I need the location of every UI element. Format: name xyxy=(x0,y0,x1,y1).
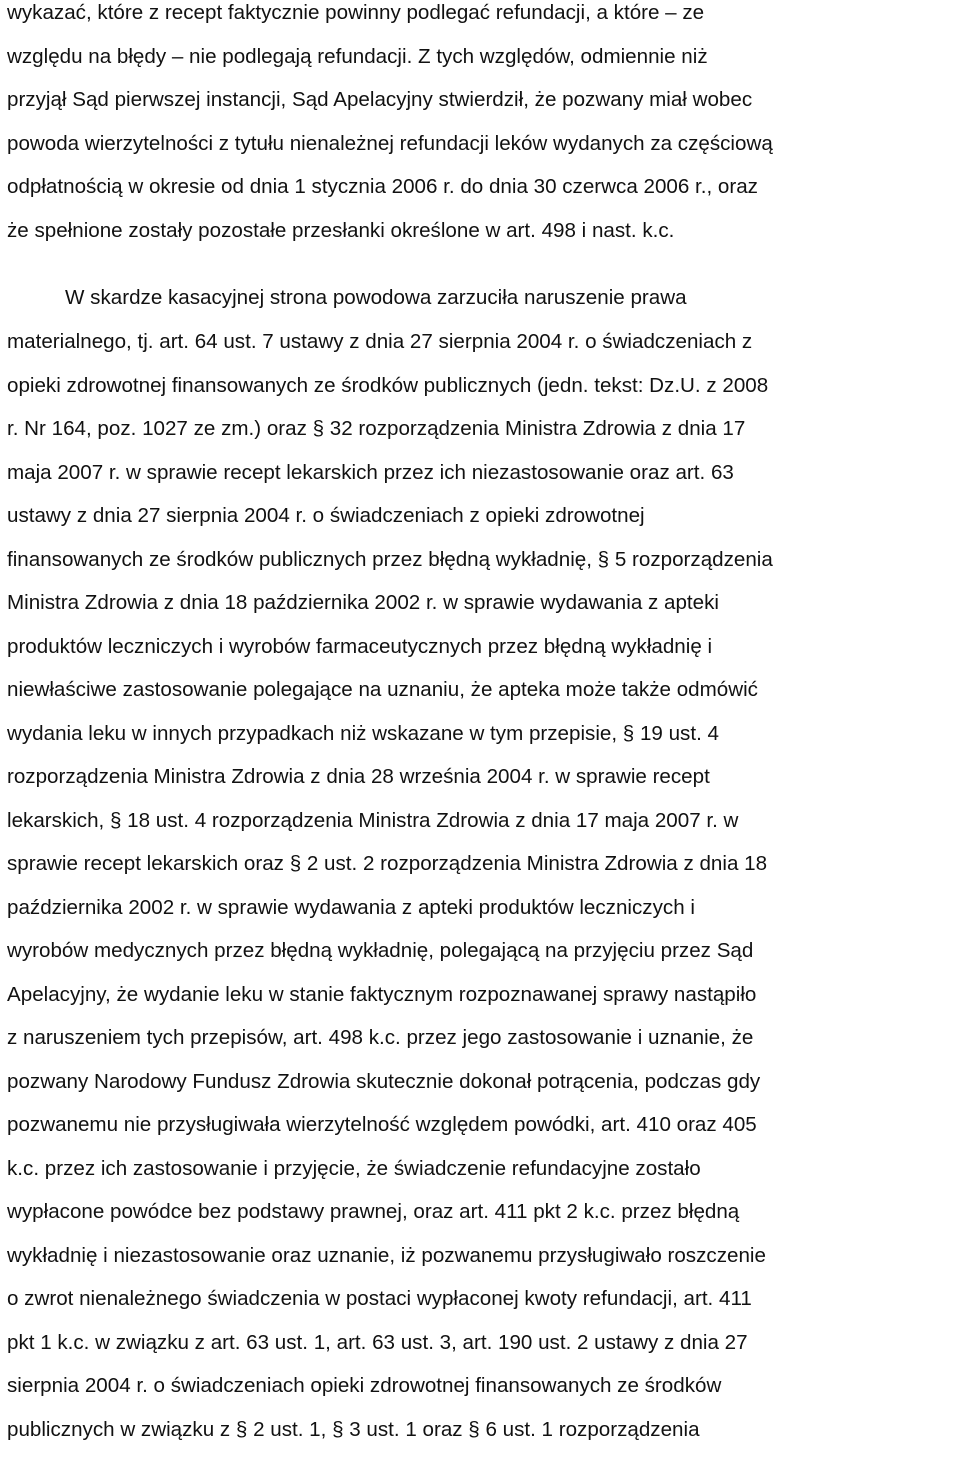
text-line: sprawie recept lekarskich oraz § 2 ust. 2 rozporządzenia Ministra Zdrowia z dnia 18 xyxy=(7,852,768,875)
text-line: wykazać, które z recept faktycznie powinny podlegać refundacji, a które – ze xyxy=(7,1,705,24)
text-line: pozwany Narodowy Fundusz Zdrowia skutecznie dokonał potrącenia, podczas gdy xyxy=(7,1069,761,1093)
text-line: niewłaściwe zastosowanie polegające na uznaniu, że apteka może także odmówić xyxy=(7,678,758,701)
text-line: publicznych w związku z § 2 ust. 1, § 3 ust. 1 oraz § 6 ust. 1 rozporządzenia xyxy=(7,1417,700,1441)
text-line: k.c. przez ich zastosowanie i przyjęcie, że świadczenie refundacyjne zostało xyxy=(7,1156,701,1180)
text-line: opieki zdrowotnej finansowanych ze środków publicznych (jedn. tekst: Dz.U. z 2008 xyxy=(7,373,769,397)
text-line: rozporządzenia Ministra Zdrowia z dnia 28 września 2004 r. w sprawie recept xyxy=(7,765,710,788)
text-line: Apelacyjny, że wydanie leku w stanie faktycznym rozpoznawanej sprawy nastąpiło xyxy=(7,982,757,1006)
text-line: o zwrot nienależnego świadczenia w postaci wypłaconej kwoty refundacji, art. 411 xyxy=(7,1287,752,1310)
text-line: ustawy z dnia 27 sierpnia 2004 r. o świadczeniach z opieki zdrowotnej xyxy=(7,504,645,527)
text-line: materialnego, tj. art. 64 ust. 7 ustawy z dnia 27 sierpnia 2004 r. o świadczeniach z xyxy=(7,330,753,353)
text-line: że spełnione zostały pozostałe przesłanki określone w art. 498 i nast. k.c. xyxy=(7,218,675,242)
text-line: powoda wierzytelności z tytułu nienależnej refundacji leków wydanych za częściową xyxy=(7,131,773,155)
text-line: maja 2007 r. w sprawie recept lekarskich przez ich niezastosowanie oraz art. 63 xyxy=(7,460,734,484)
text-line: Ministra Zdrowia z dnia 18 października 2002 r. w sprawie wydawania z apteki xyxy=(7,591,719,614)
text-line: pozwanemu nie przysługiwała wierzytelność względem powódki, art. 410 oraz 405 xyxy=(7,1113,757,1136)
text-line: wypłacone powódce bez podstawy prawnej, oraz art. 411 pkt 2 k.c. przez błędną xyxy=(7,1200,740,1223)
text-line: odpłatnością w okresie od dnia 1 stycznia 2006 r. do dnia 30 czerwca 2006 r., oraz xyxy=(7,175,758,198)
text-line: r. Nr 164, poz. 1027 ze zm.) oraz § 32 rozporządzenia Ministra Zdrowia z dnia 17 xyxy=(7,417,746,440)
text-line: przyjął Sąd pierwszej instancji, Sąd Apelacyjny stwierdził, że pozwany miał wobec xyxy=(7,88,753,111)
text-line: pkt 1 k.c. w związku z art. 63 ust. 1, art. 63 ust. 3, art. 190 ust. 2 ustawy z dnia 27 xyxy=(7,1330,748,1354)
text-line: W skardze kasacyjnej strona powodowa zarzuciła naruszenie prawa xyxy=(65,286,687,309)
text-line: wykładnię i niezastosowanie oraz uznanie, iż pozwanemu przysługiwało roszczenie xyxy=(7,1243,766,1267)
text-line: wydania leku w innych przypadkach niż wskazane w tym przepisie, § 19 ust. 4 xyxy=(7,721,719,745)
text-line: produktów leczniczych i wyrobów farmaceutycznych przez błędną wykładnię i xyxy=(7,634,713,658)
text-line: sierpnia 2004 r. o świadczeniach opieki zdrowotnej finansowanych ze środków xyxy=(7,1374,722,1397)
text-line: wyrobów medycznych przez błędną wykładnię, polegającą na przyjęciu przez Sąd xyxy=(7,939,754,962)
text-line: finansowanych ze środków publicznych przez błędną wykładnię, § 5 rozporządzenia xyxy=(7,547,773,571)
text-line: października 2002 r. w sprawie wydawania z apteki produktów leczniczych i xyxy=(7,895,695,919)
text-line: z naruszeniem tych przepisów, art. 498 k.c. przez jego zastosowanie i uznanie, że xyxy=(7,1026,754,1049)
text-line: względu na błędy – nie podlegają refundacji. Z tych względów, odmiennie niż xyxy=(7,44,708,68)
text-line: lekarskich, § 18 ust. 4 rozporządzenia Ministra Zdrowia z dnia 17 maja 2007 r. w xyxy=(7,808,739,832)
